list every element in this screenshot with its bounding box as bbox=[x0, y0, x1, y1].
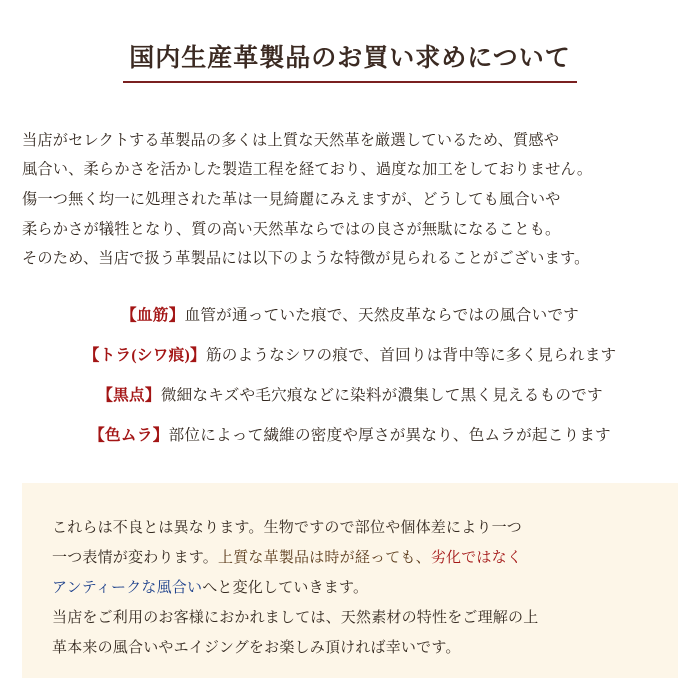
intro-paragraph bbox=[22, 126, 678, 274]
feature-label: 【色ムラ】 bbox=[89, 427, 169, 445]
note-text: 当店をご利用のお客様におかれましては、天然素材の特性をご理解の上 bbox=[52, 610, 539, 626]
feature-text: 血管が通っていた痕で、天然皮革ならではの風合いです bbox=[184, 306, 579, 324]
intro-line: そのため、当店で扱う革製品には以下のような特徴が見られることがございます。 bbox=[22, 250, 590, 268]
feature-label: 【トラ(シワ痕)】 bbox=[83, 347, 206, 365]
feature-list bbox=[0, 304, 700, 449]
note-line bbox=[52, 543, 648, 573]
note-text: 革本来の風合いやエイジングをお楽しみ頂ければ幸いです。 bbox=[52, 640, 461, 656]
note-text-highlight-blue: アンティークな風合い bbox=[52, 580, 203, 596]
feature-text: 部位によって繊維の密度や厚さが異なり、色ムラが起こります bbox=[168, 427, 611, 445]
list-item bbox=[0, 344, 700, 368]
intro-line: 風合い、柔らかさを活かした製造工程を経ており、過度な加工をしておりません。 bbox=[22, 161, 593, 179]
note-text: 一つ表情が変わります。 bbox=[52, 550, 219, 566]
note-text-highlight-red: 劣化ではなく bbox=[430, 550, 523, 566]
feature-text: 微細なキズや毛穴痕などに染料が濃集して黒く見えるものです bbox=[160, 387, 603, 405]
list-item bbox=[0, 424, 700, 448]
intro-line: 柔らかさが犠牲となり、質の高い天然革ならではの良さが無駄になることも。 bbox=[22, 220, 561, 238]
note-line bbox=[52, 633, 648, 663]
note-text: これらは不良とは異なります。生物ですので部位や個体差により一つ bbox=[52, 520, 523, 536]
list-item bbox=[0, 384, 700, 408]
title-container bbox=[0, 0, 700, 100]
note-line bbox=[52, 573, 648, 603]
intro-line: 当店がセレクトする革製品の多くは上質な天然革を厳選しているため、質感や bbox=[22, 131, 560, 149]
note-box bbox=[22, 483, 678, 678]
note-line bbox=[52, 603, 648, 633]
list-item bbox=[0, 304, 700, 328]
feature-label: 【黒点】 bbox=[97, 387, 161, 405]
page-title: 国内生産革製品のお買い求めについて bbox=[123, 43, 577, 83]
note-line bbox=[52, 513, 648, 543]
feature-text: 筋のようなシワの痕で、首回りは背中等に多く見られます bbox=[205, 347, 617, 365]
intro-line: 傷一つ無く均一に処理された革は一見綺麗にみえますが、どうしても風合いや bbox=[22, 191, 561, 209]
note-text-highlight-brown: 上質な革製品は時が経っても、 bbox=[218, 550, 431, 566]
note-text: へと変化していきます。 bbox=[202, 580, 369, 596]
feature-label: 【血筋】 bbox=[121, 306, 185, 324]
